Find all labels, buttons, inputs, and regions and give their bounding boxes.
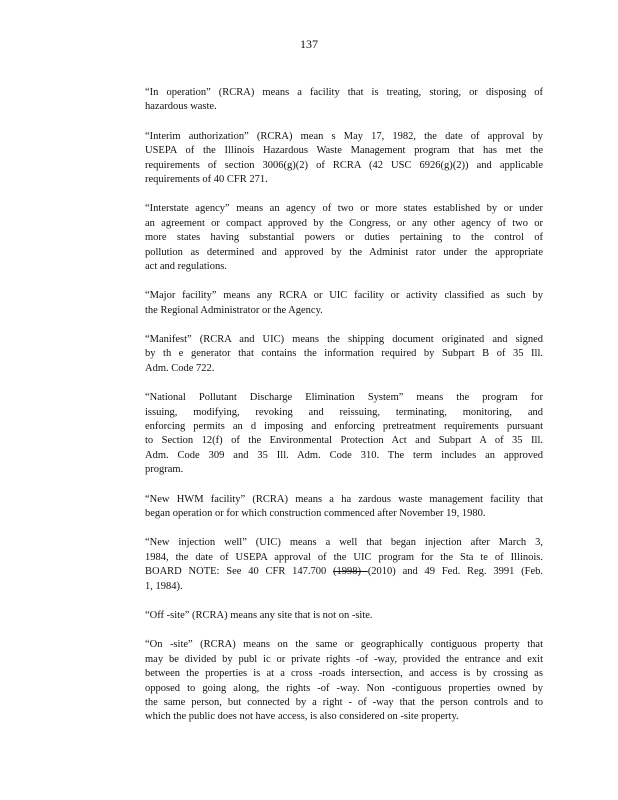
definition-line: “Major facility” means any RCRA or UIC facility or activity classified as such by [145, 290, 543, 302]
definition-line: act and regulations. [145, 260, 227, 272]
definition-line: “In operation” (RCRA) means a facility that is treating, storing, or disposing of [145, 87, 543, 98]
definition-line: by th e generator that contains the information required by Subpart B of 35 Ill. [145, 348, 543, 360]
definition-line: pollution as determined and approved by the Administ rator under the appropriate [145, 246, 543, 258]
page-number: 137 [300, 37, 318, 51]
definition-line: which the public does not have access, is also considered on -site property. [145, 711, 459, 723]
definition-in-operation [145, 86, 543, 115]
definition-line: between the properties is at a cross -roads intersection, and access is by crossing as [145, 668, 543, 680]
definitions-list [145, 86, 543, 740]
definition-line: Adm. Code 309 and 35 Ill. Adm. Code 310. The term includes an approved [145, 449, 543, 461]
definition-line: an agreement or compact approved by the Congress, or any other agency of two or [145, 217, 543, 229]
board-note-line [145, 565, 543, 579]
definition-line: the Regional Administrator or the Agency. [145, 304, 323, 316]
definition-new-injection-well [145, 536, 543, 594]
definition-line: USEPA of the Illinois Hazardous Waste Management program that has met the [145, 145, 543, 157]
definition-line: the same person, but connected by a right - of -way that the person controls and to [145, 696, 543, 708]
definition-new-hwm-facility [145, 493, 543, 522]
definition-line: “Interim authorization” (RCRA) mean s May 17, 1982, the date of approval by [145, 130, 543, 142]
definition-line: hazardous waste. [145, 101, 217, 113]
definition-line: may be divided by publ ic or private rights -of -way, provided the entrance and exit [145, 653, 543, 665]
definition-off-site [145, 609, 543, 623]
definition-line: to Section 12(f) of the Environmental Protection Act and Subpart A of 35 Ill. [145, 435, 543, 447]
definition-line: began operation or for which construction commenced after November 19, 1980. [145, 507, 486, 519]
definition-line: requirements of 40 CFR 271. [145, 173, 268, 185]
board-note-line: 1, 1984). [145, 580, 183, 592]
board-note-text: BOARD NOTE: See 40 CFR 147.700 [145, 566, 334, 578]
definition-line: issuing, modifying, revoking and reissuing, terminating, monitoring, and [145, 406, 543, 418]
definition-manifest [145, 333, 543, 376]
definition-npdes [145, 391, 543, 477]
definition-interstate-agency [145, 202, 543, 274]
definition-line: “National Pollutant Discharge Elimination System” means the program for [145, 392, 543, 404]
definition-on-site [145, 638, 543, 724]
board-note-text: (2010) and 49 Fed. Reg. 3991 (Feb. [367, 566, 543, 578]
definition-line: enforcing permits an d imposing and enforcing pretreatment requirements pursuant [145, 421, 543, 433]
definition-line: “New injection well” (UIC) means a well that began injection after March 3, [145, 537, 543, 549]
definition-line: “On -site” (RCRA) means on the same or geographically contiguous property that [145, 639, 543, 651]
definition-line: more states having substantial powers or duties pertaining to the control of [145, 232, 543, 244]
definition-line: 1984, the date of USEPA approval of the UIC program for the Sta te of Illinois. [145, 551, 543, 563]
definition-line: requirements of section 3006(g)(2) of RCRA (42 USC 6926(g)(2)) and applicable [145, 159, 543, 171]
definition-line: Adm. Code 722. [145, 362, 215, 374]
definition-line: “New HWM facility” (RCRA) means a ha zardous waste management facility that [145, 493, 543, 505]
definition-interim-authorization [145, 130, 543, 188]
definition-major-facility [145, 289, 543, 318]
definition-line: “Interstate agency” means an agency of two or more states established by or under [145, 203, 543, 215]
definition-line: “Off -site” (RCRA) means any site that is not on -site. [145, 609, 373, 621]
definition-line: opposed to going along, the rights -of -way. Non -contiguous properties owned by [145, 682, 543, 694]
definition-line: program. [145, 464, 184, 476]
definition-line: “Manifest” (RCRA and UIC) means the shipping document originated and signed [145, 334, 543, 346]
struck-citation-year: (1998) [333, 566, 368, 578]
